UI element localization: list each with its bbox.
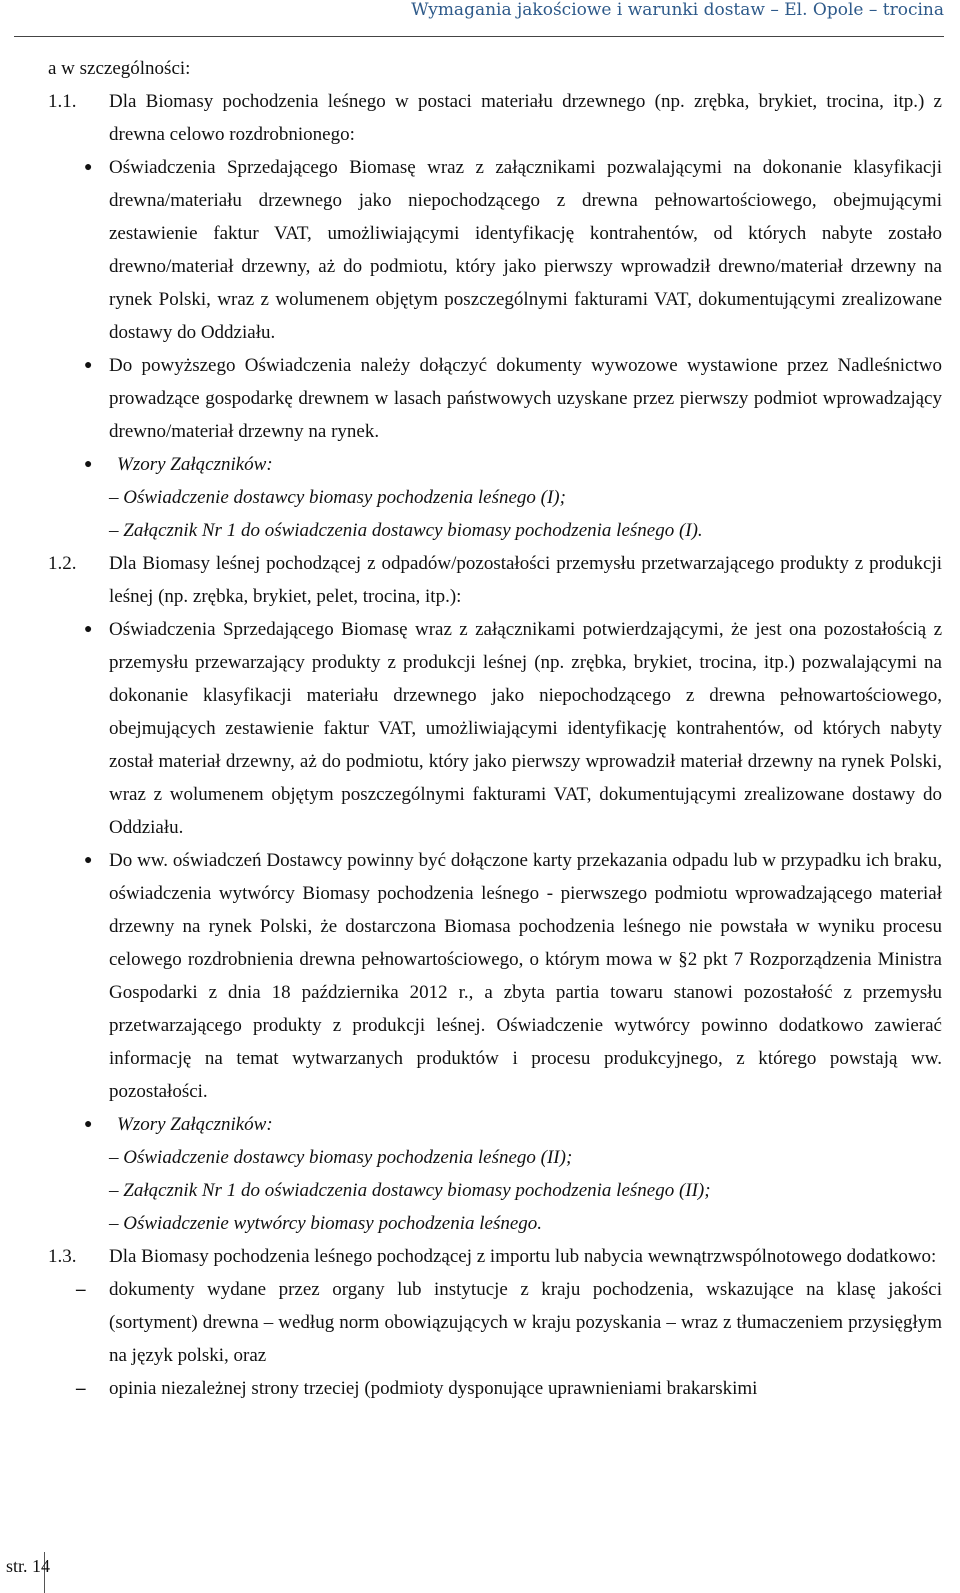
section-heading-text: Dla Biomasy pochodzenia leśnego pochodzącej z importu lub nabycia wewnątrzwspólnotowego dodatkowo: bbox=[109, 1246, 937, 1267]
list-item bbox=[76, 844, 942, 1108]
list-item-text: Do powyższego Oświadczenia należy dołączyć dokumenty wywozowe wystawione przez Nadleśnictwo prowadzące gospodarkę drewnem w lasach państwowych uzyskane przez pierwszy podmiot wprowadzający drewno/materiał drzewny na rynek. bbox=[109, 355, 942, 442]
bullet-list bbox=[76, 613, 942, 1240]
list-item bbox=[76, 349, 942, 448]
list-item-text: Oświadczenia Sprzedającego Biomasę wraz z załącznikami pozwalającymi na dokonanie klasyfikacji drewna/materiału drzewnego jako niepochodzącego z drewna pełnowartościowego, obejmującymi zestawienie faktur VAT, umożliwiającymi identyfikację kontrahentów, od których nabyte zostało drewno/materiał drzewny, aż do podmiotu, który jako pierwszy wprowadził drewno/materiał drzewny na rynek Polski, wraz z wolumenem objętym poszczególnymi fakturami VAT, dokumentującymi zrealizowane dostawy do Oddziału. bbox=[109, 157, 942, 343]
header-rule bbox=[14, 36, 944, 37]
section-heading-text: Dla Biomasy leśnej pochodzącej z odpadów/pozostałości przemysłu przetwarzającego produkty z produkcji leśnej (np. zrębka, brykiet, pelet, trocina, itp.): bbox=[109, 553, 942, 607]
list-item bbox=[76, 1273, 942, 1372]
section-1-1 bbox=[48, 85, 942, 547]
document-body bbox=[48, 52, 942, 1405]
dash-icon: – bbox=[76, 1378, 86, 1399]
template-list bbox=[109, 481, 942, 547]
section-1-3 bbox=[48, 1240, 942, 1405]
bullet-icon: ● bbox=[84, 358, 93, 373]
list-item-text: Oświadczenia Sprzedającego Biomasę wraz z załącznikami potwierdzającymi, że jest ona pozostałością z przemysłu przewarzający produkty z produkcji leśnej (np. zrębka, brykiet, trocina, itp.) pozwalającymi na dokonanie klasyfikacji materiału drzewnego jako niepochodzącego z drewna pełnowartościowego, obejmujących zestawienie faktur VAT, umożliwiającymi identyfikację kontrahentów, od których nabyty został materiał drzewny, aż do podmiotu, który jako pierwszy wprowadził materiał drzewny na rynek Polski, wraz z wolumenem objętym poszczególnymi fakturami VAT, dokumentującymi zrealizowane dostawy do Oddziału. bbox=[109, 619, 942, 838]
section-number: 1.2. bbox=[48, 553, 77, 574]
template-item: – Oświadczenie dostawcy biomasy pochodzenia leśnego (I); bbox=[109, 487, 566, 508]
list-item bbox=[76, 1108, 942, 1240]
dash-icon: – bbox=[76, 1279, 86, 1300]
dash-list bbox=[76, 1273, 942, 1405]
list-item-text: Do ww. oświadczeń Dostawcy powinny być dołączone karty przekazania odpadu lub w przypadku ich braku, oświadczenia wytwórcy Biomasy pochodzenia leśnego - pierwszego podmiotu wprowadzającego materiał drzewny na rynek Polski, że dostarczona Biomasa pochodzenia leśnego nie powstała w wyniku procesu celowego rozdrobnienia drewna pełnowartościowego, o którym mowa w §2 pkt 7 Rozporządzenia Ministra Gospodarki z dnia 18 października 2012 r., a zbyta partia towaru stanowi pozostałość z przemysłu przetwarzającego produkty z produkcji leśnej. Oświadczenie wytwórcy powinno dodatkowo zawierać informację na temat wytwarzanych produktów i procesu produkcyjnego, z którego powstają ww. pozostałości. bbox=[109, 850, 942, 1102]
templates-label: Wzory Załączników: bbox=[117, 1114, 273, 1135]
template-list bbox=[109, 1141, 942, 1240]
list-item bbox=[76, 448, 942, 547]
list-item bbox=[76, 1372, 942, 1405]
bullet-icon: ● bbox=[84, 622, 93, 637]
bullet-icon: ● bbox=[84, 853, 93, 868]
bullet-icon: ● bbox=[84, 1117, 93, 1132]
template-item: – Załącznik Nr 1 do oświadczenia dostawcy biomasy pochodzenia leśnego (I). bbox=[109, 520, 703, 541]
templates-label: Wzory Załączników: bbox=[117, 454, 273, 475]
section-heading bbox=[48, 85, 942, 151]
page-number: str. 14 bbox=[6, 1556, 51, 1576]
list-item bbox=[76, 151, 942, 349]
section-number: 1.3. bbox=[48, 1246, 77, 1267]
section-heading bbox=[48, 547, 942, 613]
template-item: – Oświadczenie wytwórcy biomasy pochodzenia leśnego. bbox=[109, 1213, 543, 1234]
bullet-icon: ● bbox=[84, 457, 93, 472]
template-item: – Załącznik Nr 1 do oświadczenia dostawcy biomasy pochodzenia leśnego (II); bbox=[109, 1180, 711, 1201]
template-item: – Oświadczenie dostawcy biomasy pochodzenia leśnego (II); bbox=[109, 1147, 573, 1168]
section-1-2 bbox=[48, 547, 942, 1240]
list-item-text: opinia niezależnej strony trzeciej (podmioty dysponujące uprawnieniami brakarskimi bbox=[109, 1378, 758, 1399]
intro-text: a w szczególności: bbox=[48, 58, 191, 79]
section-heading-text: Dla Biomasy pochodzenia leśnego w postaci materiału drzewnego (np. zrębka, brykiet, trocina, itp.) z drewna celowo rozdrobnionego: bbox=[109, 91, 942, 145]
page-header bbox=[0, 0, 944, 24]
bullet-icon: ● bbox=[84, 160, 93, 175]
list-item bbox=[76, 613, 942, 844]
section-heading bbox=[48, 1240, 942, 1273]
bullet-list bbox=[76, 151, 942, 547]
list-item-text: dokumenty wydane przez organy lub instytucje z kraju pochodzenia, wskazujące na klasę jakości (sortyment) drewna – według norm obowiązujących w kraju pozyskania – wraz z tłumaczeniem przysięgłym na język polski, oraz bbox=[109, 1279, 942, 1366]
section-number: 1.1. bbox=[48, 91, 77, 112]
document-running-title: Wymagania jakościowe i warunki dostaw – El. Opole – trocina bbox=[411, 0, 944, 20]
